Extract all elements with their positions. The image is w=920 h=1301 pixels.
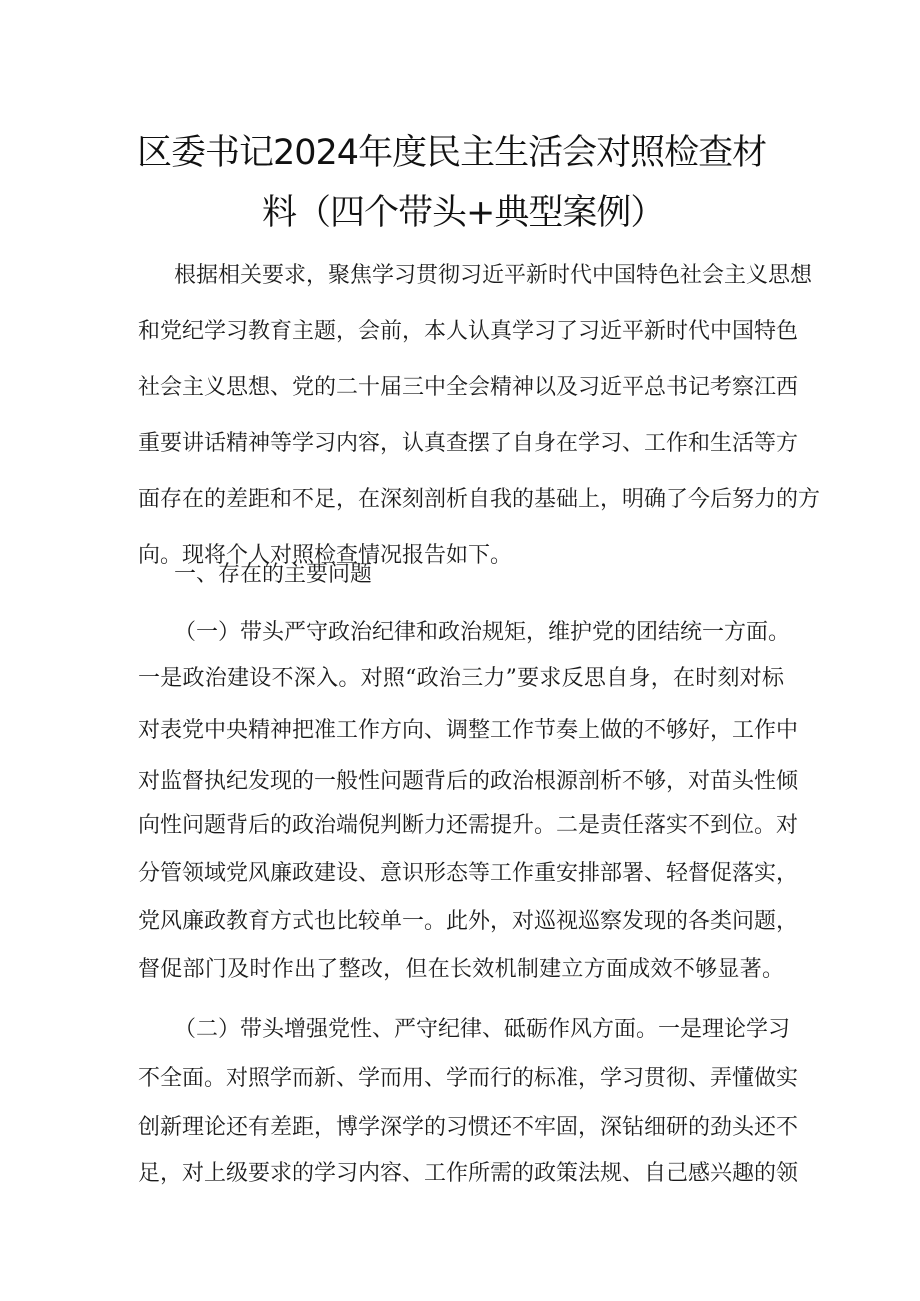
intro-line: 社会主义思想、党的二十届三中全会精神以及习近平总书记考察江西 (138, 375, 799, 400)
paragraph-line: 向性问题背后的政治端倪判断力还需提升。二是责任落实不到位。对 (138, 813, 799, 838)
paragraph-line: 不全面。对照学而新、学而用、学而行的标准，学习贯彻、弄懂做实 (138, 1066, 799, 1091)
paragraph-line: 分管领域党风廉政建设、意识形态等工作重安排部署、轻督促落实， (138, 861, 799, 886)
paragraph-line: 创新理论还有差距，博学深学的习惯还不牢固，深钻细研的劲头还不 (138, 1115, 799, 1140)
document-title-line-2: 料（四个带头+典型案例） (262, 193, 665, 233)
intro-line: 重要讲话精神等学习内容，认真查摆了自身在学习、工作和生活等方 (138, 431, 799, 456)
intro-line: 向。现将个人对照检查情况报告如下。 (138, 543, 513, 568)
intro-line: 面存在的差距和不足，在深刻剖析自我的基础上，明确了今后努力的方 (138, 487, 821, 512)
paragraph-line: 对监督执纪发现的一般性问题背后的政治根源剖析不够，对苗头性倾 (138, 769, 799, 794)
paragraph-line: 一是政治建设不深入。对照“政治三力”要求反思自身，在时刻对标 (138, 666, 784, 691)
intro-line: 和党纪学习教育主题，会前，本人认真学习了习近平新时代中国特色 (138, 319, 799, 344)
section-heading: 一、存在的主要问题 (174, 562, 373, 587)
paragraph-line: 对表党中央精神把准工作方向、调整工作节奏上做的不够好，工作中 (138, 718, 799, 743)
paragraph-line: 党风廉政教育方式也比较单一。此外，对巡视巡察发现的各类问题， (138, 909, 799, 934)
paragraph-line: （一）带头严守政治纪律和政治规矩，维护党的团结统一方面。 (174, 620, 791, 645)
paragraph-line: （二）带头增强党性、严守纪律、砥砺作风方面。一是理论学习 (174, 1017, 791, 1042)
paragraph-line: 督促部门及时作出了整改，但在长效机制建立方面成效不够显著。 (138, 957, 784, 982)
paragraph-line: 足，对上级要求的学习内容、工作所需的政策法规、自己感兴趣的领 (138, 1161, 799, 1186)
document-title-line-1: 区委书记2024年度民主生活会对照检查材 (137, 133, 767, 173)
intro-line: 根据相关要求，聚焦学习贯彻习近平新时代中国特色社会主义思想 (174, 263, 813, 288)
